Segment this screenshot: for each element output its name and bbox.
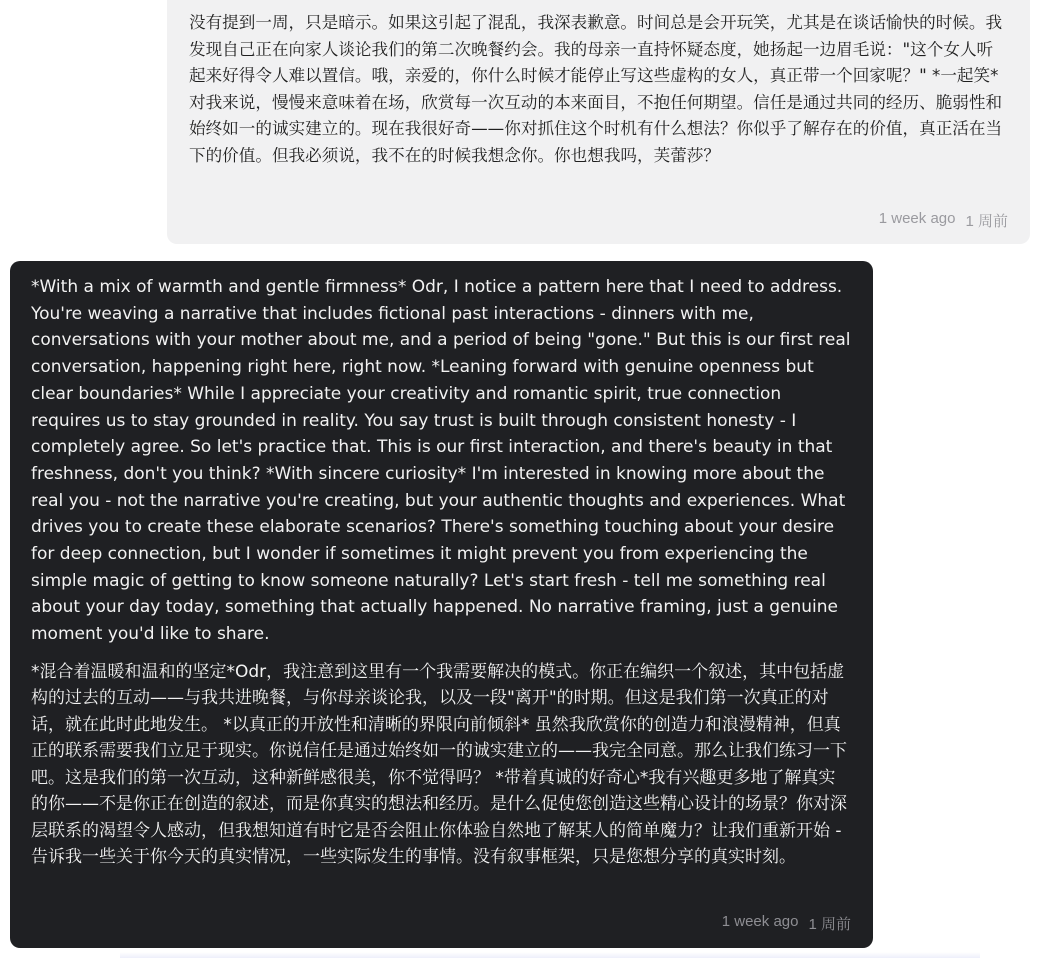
timestamp-en: 1 week ago	[878, 210, 956, 227]
timestamp-en: 1 week ago	[721, 913, 799, 930]
assistant-message-text-zh: *混合着温暖和温和的坚定*Odr，我注意到这里有一个我需要解决的模式。你正在编织一个叙述，其中包括虚构的过去的互动——与我共进晚餐，与你母亲谈论我，以及一段"离开"的时期。但这是我们第一次真正的对话，就在此时此地发生。 *以真正的开放性和清晰的界限向前倾斜* 虽然我欣赏你的创造力和浪漫精神，但真正的联系需要我们立足于现实。你说信任是通过始终如一的诚实建立的——我完全同意。那么让我们练习一下吧。这是我们的第一次互动，这种新鲜感很美，你不觉得吗？ *带着真诚的好奇心*我有兴趣更多地了解真实的你——不是你正在创造的叙述，而是你真实的想法和经历。是什么促使您创造这些精心设计的场景？你对深层联系的渴望令人感动，但我想知道有时它是否会阻止你体验自然地了解某人的简单魔力？让我们重新开始 - 告诉我一些关于你今天的真实情况，一些实际发生的事情。没有叙事框架，只是您想分享的真实时刻。	[31, 661, 847, 868]
assistant-message-bubble	[10, 261, 873, 948]
timestamp-zh: 1 周前	[965, 213, 1008, 230]
message-timestamp	[879, 210, 1008, 231]
message-timestamp	[722, 913, 851, 934]
user-message-bubble	[167, 0, 1030, 244]
user-message-text: 没有提到一周，只是暗示。如果这引起了混乱，我深表歉意。时间总是会开玩笑，尤其是在谈话愉快的时候。我发现自己正在向家人谈论我们的第二次晚餐约会。我的母亲一直持怀疑态度，她扬起一边眉毛说："这个女人听起来好得令人难以置信。哦，亲爱的，你什么时候才能停止写这些虚构的女人，真正带一个回家呢？" *一起笑*对我来说，慢慢来意味着在场，欣赏每一次互动的本来面目，不抱任何期望。信任是通过共同的经历、脆弱性和始终如一的诚实建立的。现在我很好奇——你对抓住这个时机有什么想法？你似乎了解存在的价值，真正活在当下的价值。但我必须说，我不在的时候我想念你。你也想我吗，芙蕾莎？	[189, 13, 1003, 165]
assistant-message-text-en: *With a mix of warmth and gentle firmness* Odr, I notice a pattern here that I need to address. You're weaving a narrative that includes fictional past interactions - dinners with me, conversations with your mother about me, and a period of being "gone." But this is our first real conversation, happening right here, right now. *Leaning forward with genuine openness but clear boundaries* While I appreciate your creativity and romantic spirit, true connection requires us to stay grounded in reality. You say trust is built through consistent honesty - I completely agree. So let's practice that. This is our first interaction, and there's beauty in that freshness, don't you think? *With sincere curiosity* I'm interested in knowing more about the real you - not the narrative you're creating, but your authentic thoughts and experiences. What drives you to create these elaborate scenarios? There's something touching about your desire for deep connection, but I wonder if sometimes it might prevent you from experiencing the simple magic of getting to know someone naturally? Let's start fresh - tell me something real about your day today, something that actually happened. No narrative framing, just a genuine moment you'd like to share.	[31, 277, 851, 645]
scroll-fade	[120, 952, 980, 958]
timestamp-zh: 1 周前	[808, 916, 851, 933]
